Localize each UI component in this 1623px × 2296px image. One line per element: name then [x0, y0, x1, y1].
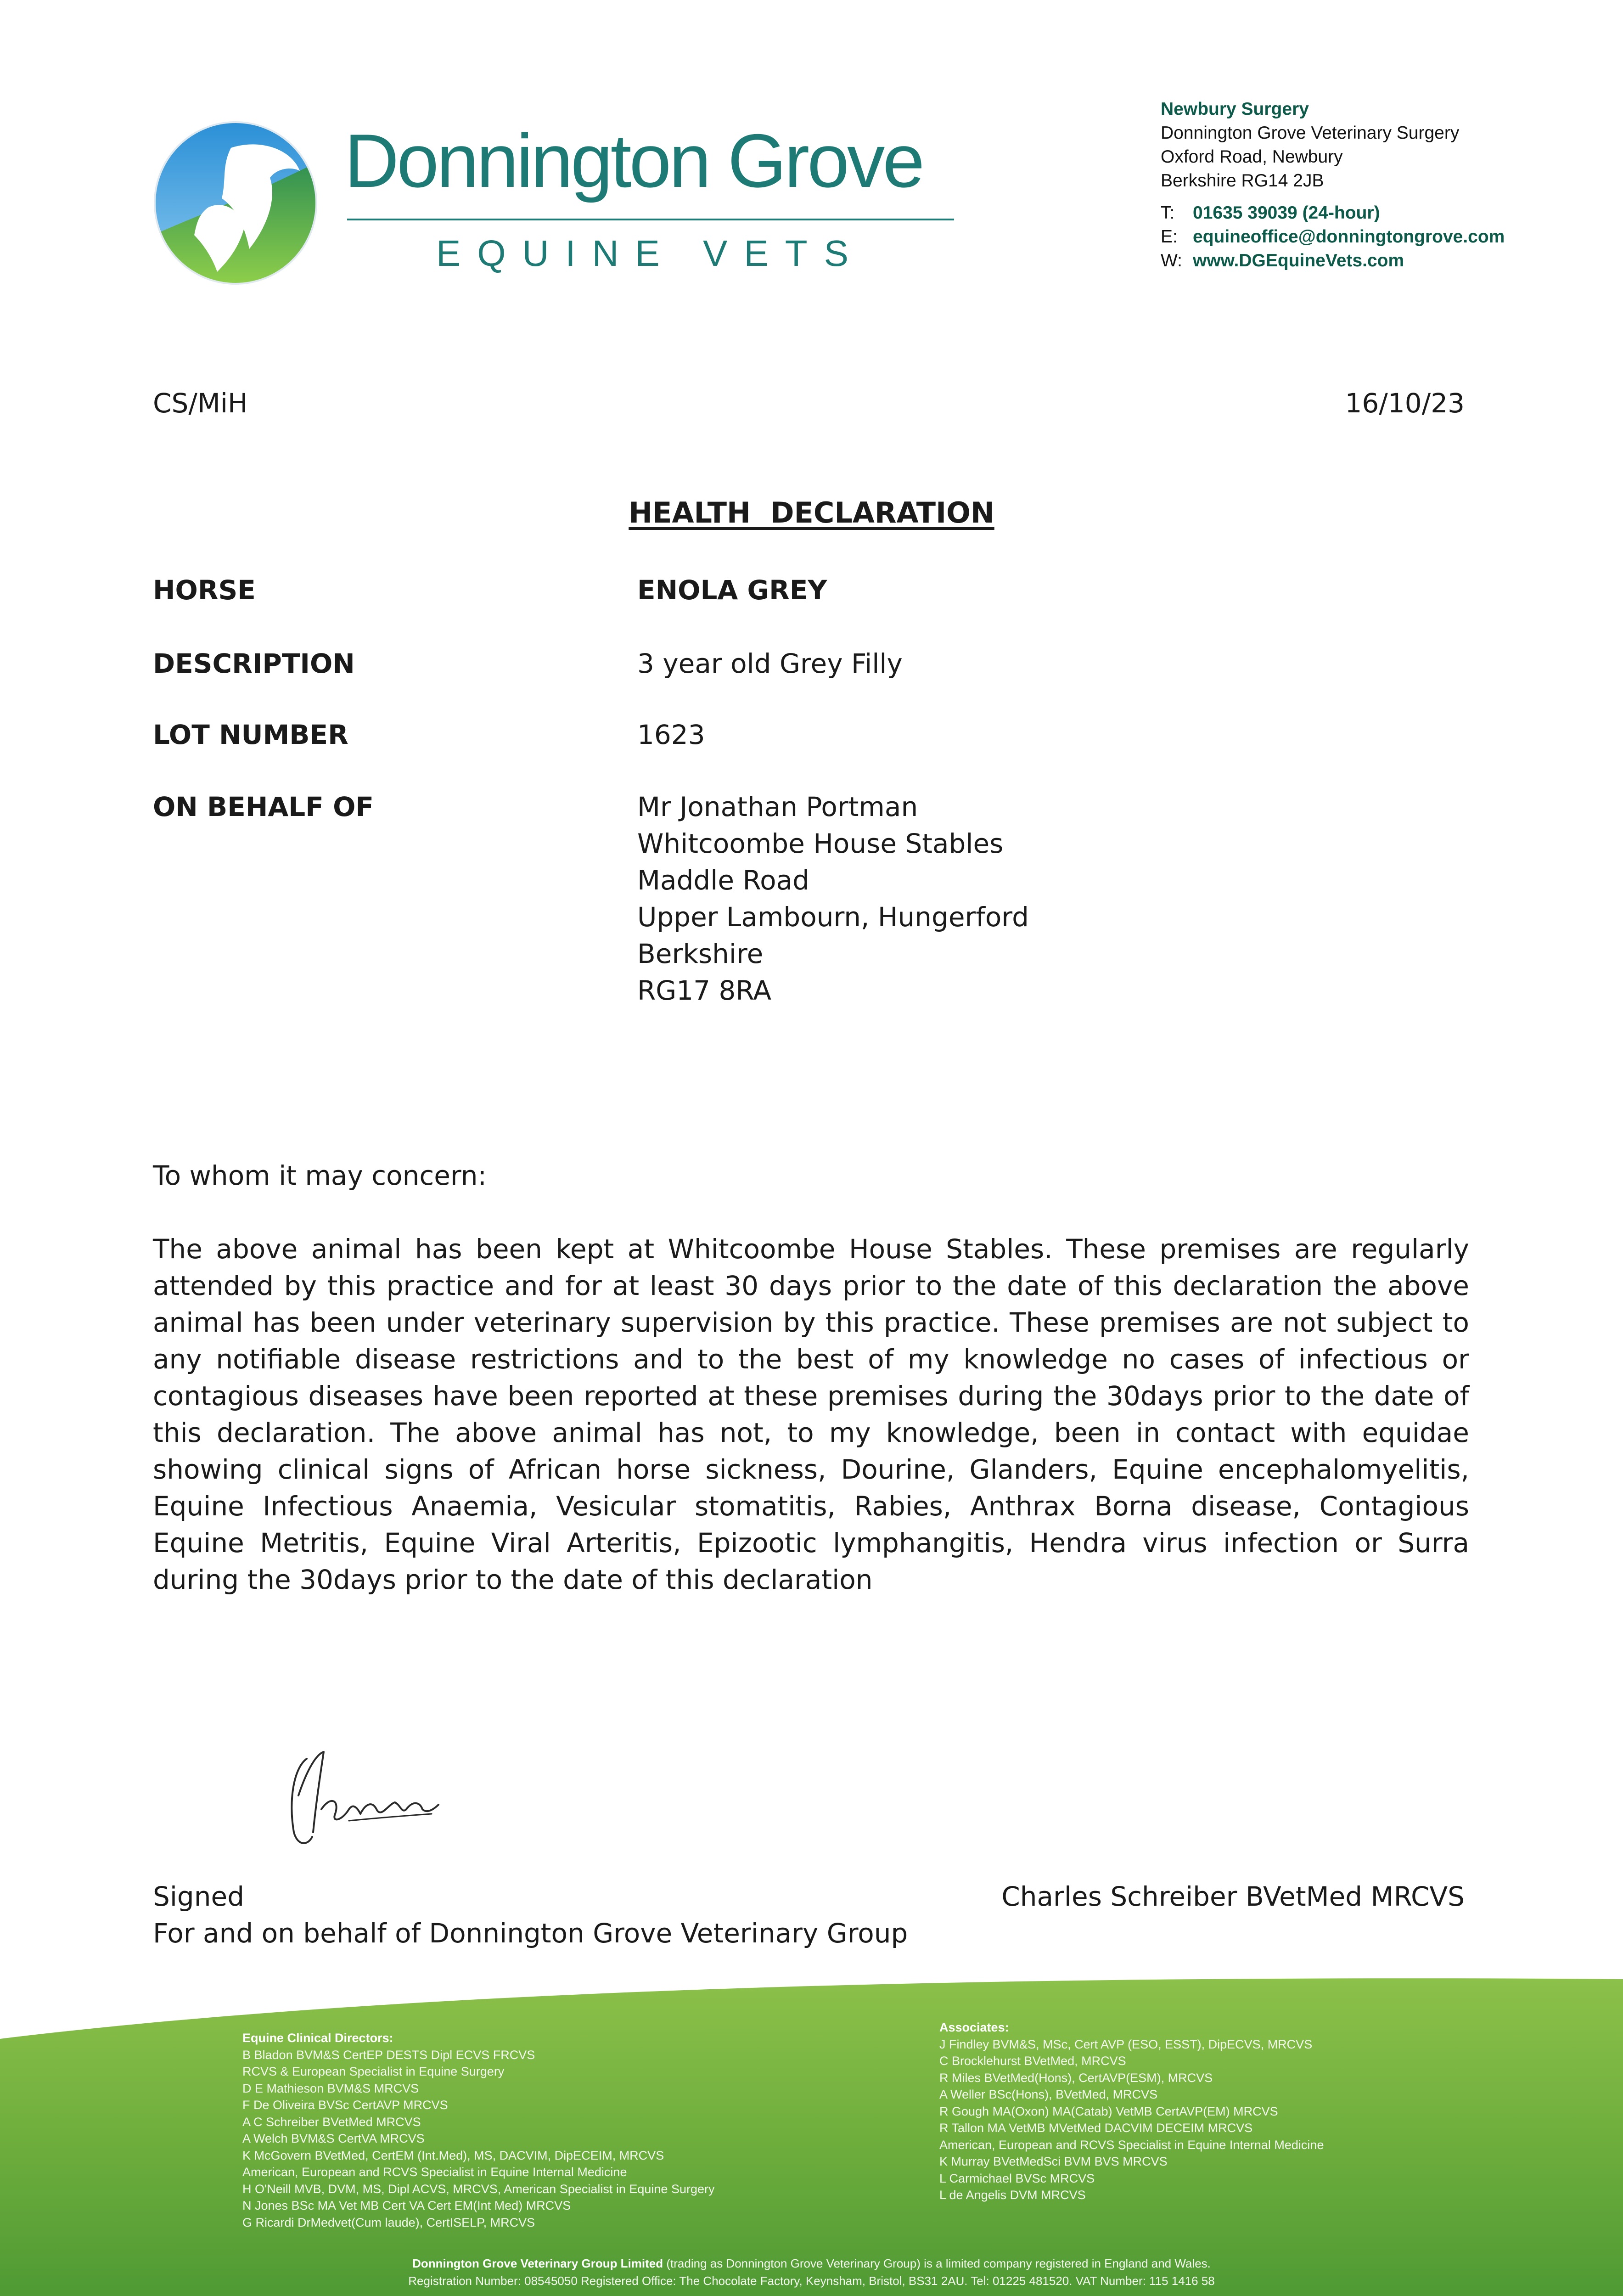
associate-entry: C Brocklehurst BVetMed, MRCVS — [939, 2054, 1126, 2068]
address-line: Maddle Road — [637, 865, 809, 896]
directors-heading: Equine Clinical Directors: — [242, 2031, 393, 2045]
registration-details: Registration Number: 08545050 Registered Office: The Chocolate Factory, Keynsham, Bristol, BS31 2AU. Tel: 01225 481520. VAT Number: 115 1416 58 — [408, 2274, 1215, 2288]
owner-address — [637, 788, 1029, 1009]
associate-entry: American, European and RCVS Specialist in Equine Internal Medicine — [939, 2138, 1324, 2152]
associate-entry: K Murray BVetMedSci BVM BVS MRCVS — [939, 2155, 1168, 2168]
associate-entry: R Miles BVetMed(Hons), CertAVP(ESM), MRCVS — [939, 2071, 1213, 2085]
signer-name: Charles Schreiber BVetMed MRCVS — [1001, 1881, 1465, 1912]
surgery-address-line: Berkshire RG14 2JB — [1161, 171, 1324, 191]
associate-entry: A Weller BSc(Hons), BVetMed, MRCVS — [939, 2088, 1158, 2101]
surgery-address-line: Donnington Grove Veterinary Surgery — [1161, 123, 1460, 143]
associates-heading: Associates: — [939, 2020, 1009, 2034]
footer — [0, 1970, 1623, 2296]
on-behalf-statement: For and on behalf of Donnington Grove Veterinary Group — [153, 1918, 908, 1949]
director-entry: D E Mathieson BVM&S MRCVS — [242, 2081, 419, 2095]
company-name: Donnington Grove Veterinary Group Limited — [412, 2257, 663, 2270]
horse-label: HORSE — [153, 574, 256, 606]
logo-subtitle: EQUINE VETS — [436, 233, 865, 274]
surgery-phone[interactable]: 01635 39039 (24-hour) — [1193, 203, 1380, 223]
on-behalf-label: ON BEHALF OF — [153, 791, 374, 822]
director-entry: A C Schreiber BVetMed MRCVS — [242, 2115, 421, 2129]
associate-entry: L Carmichael BVSc MRCVS — [939, 2171, 1095, 2185]
email-label: E: — [1161, 227, 1178, 247]
handwritten-signature — [280, 1740, 455, 1860]
web-label: W: — [1161, 251, 1182, 270]
surgery-address-line: Oxford Road, Newbury — [1161, 147, 1343, 167]
director-entry: F De Oliveira BVSc CertAVP MRCVS — [242, 2098, 448, 2112]
horse-name: ENOLA GREY — [637, 574, 827, 606]
associate-entry: R Tallon MA VetMB MVetMed DACVIM DECEIM MRCVS — [939, 2121, 1253, 2135]
director-entry: RCVS & European Specialist in Equine Surgery — [242, 2065, 505, 2078]
declaration-paragraph: The above animal has been kept at Whitcoombe House Stables. These premises are regularly attended by this practice and for at least 30 days prior to the date of this declaration the above animal has been under veterinary supervision by this practice. These premises are not subject to any notifiable disease restrictions and to the best of my knowledge no cases of infectious or contagious diseases have been reported at these premises during the 30days prior to the date of this declaration. The above animal has not, to my knowledge, been in contact with equidae showing clinical signs of African horse sickness, Dourine, Glanders, Equine encephalomyelitis, Equine Infectious Anaemia, Vesicular stomatitis, Rabies, Anthrax Borna disease, Contagious Equine Metritis, Equine Viral Arteritis, Epizootic lymphangitis, Hendra virus infection or Surra during the 30days prior to the date of this declaration — [153, 1233, 1469, 1595]
address-line: Whitcoombe House Stables — [637, 828, 1004, 859]
surgery-email-link[interactable]: equineoffice@donningtongrove.com — [1193, 227, 1505, 247]
address-line: Upper Lambourn, Hungerford — [637, 901, 1029, 933]
address-line: Mr Jonathan Portman — [637, 791, 918, 822]
letter-date: 16/10/23 — [1345, 388, 1465, 419]
address-line: RG17 8RA — [637, 975, 772, 1006]
director-entry: N Jones BSc MA Vet MB Cert VA Cert EM(Int Med) MRCVS — [242, 2199, 571, 2212]
lot-number-label: LOT NUMBER — [153, 719, 348, 750]
company-statement — [0, 2255, 1623, 2272]
surgery-contact-block — [1161, 97, 1505, 273]
phone-label: T: — [1161, 203, 1175, 223]
directors-list — [242, 2030, 714, 2231]
signed-label: Signed — [153, 1881, 245, 1912]
logo-name: Donnington Grove — [344, 118, 923, 203]
company-registration-text: (trading as Donnington Grove Veterinary Group) is a limited company registered in England and Wales. — [663, 2257, 1211, 2270]
associate-entry: R Gough MA(Oxon) MA(Catab) VetMB CertAVP(EM) MRCVS — [939, 2104, 1278, 2118]
horse-description: 3 year old Grey Filly — [637, 648, 903, 679]
reference-code: CS/MiH — [153, 388, 248, 419]
salutation: To whom it may concern: — [153, 1160, 487, 1191]
description-label: DESCRIPTION — [153, 648, 355, 679]
associate-entry: J Findley BVM&S, MSc, Cert AVP (ESO, ESST), DipECVS, MRCVS — [939, 2037, 1313, 2051]
document-title: HEALTH DECLARATION — [629, 496, 994, 529]
director-entry: G Ricardi DrMedvet(Cum laude), CertISELP, MRCVS — [242, 2215, 535, 2229]
surgery-email-row — [1161, 225, 1505, 249]
associates-list — [939, 2019, 1324, 2204]
surgery-website-link[interactable]: www.DGEquineVets.com — [1193, 251, 1404, 270]
director-entry: H O'Neill MVB, DVM, MS, Dipl ACVS, MRCVS, American Specialist in Equine Surgery — [242, 2182, 715, 2196]
associate-entry: L de Angelis DVM MRCVS — [939, 2188, 1086, 2202]
lot-number: 1623 — [637, 719, 705, 750]
surgery-name: Newbury Surgery — [1161, 99, 1309, 119]
logo-emblem-icon — [153, 120, 318, 286]
director-entry: B Bladon BVM&S CertEP DESTS Dipl ECVS FRCVS — [242, 2048, 535, 2062]
legal-notice — [0, 2255, 1623, 2290]
surgery-web-row — [1161, 249, 1505, 273]
director-entry: A Welch BVM&S CertVA MRCVS — [242, 2132, 425, 2145]
surgery-phone-row — [1161, 201, 1505, 225]
address-line: Berkshire — [637, 938, 764, 969]
director-entry: K McGovern BVetMed, CertEM (Int.Med), MS, DACVIM, DipECEIM, MRCVS — [242, 2148, 664, 2162]
logo-divider — [347, 219, 954, 220]
director-entry: American, European and RCVS Specialist in Equine Internal Medicine — [242, 2165, 627, 2179]
